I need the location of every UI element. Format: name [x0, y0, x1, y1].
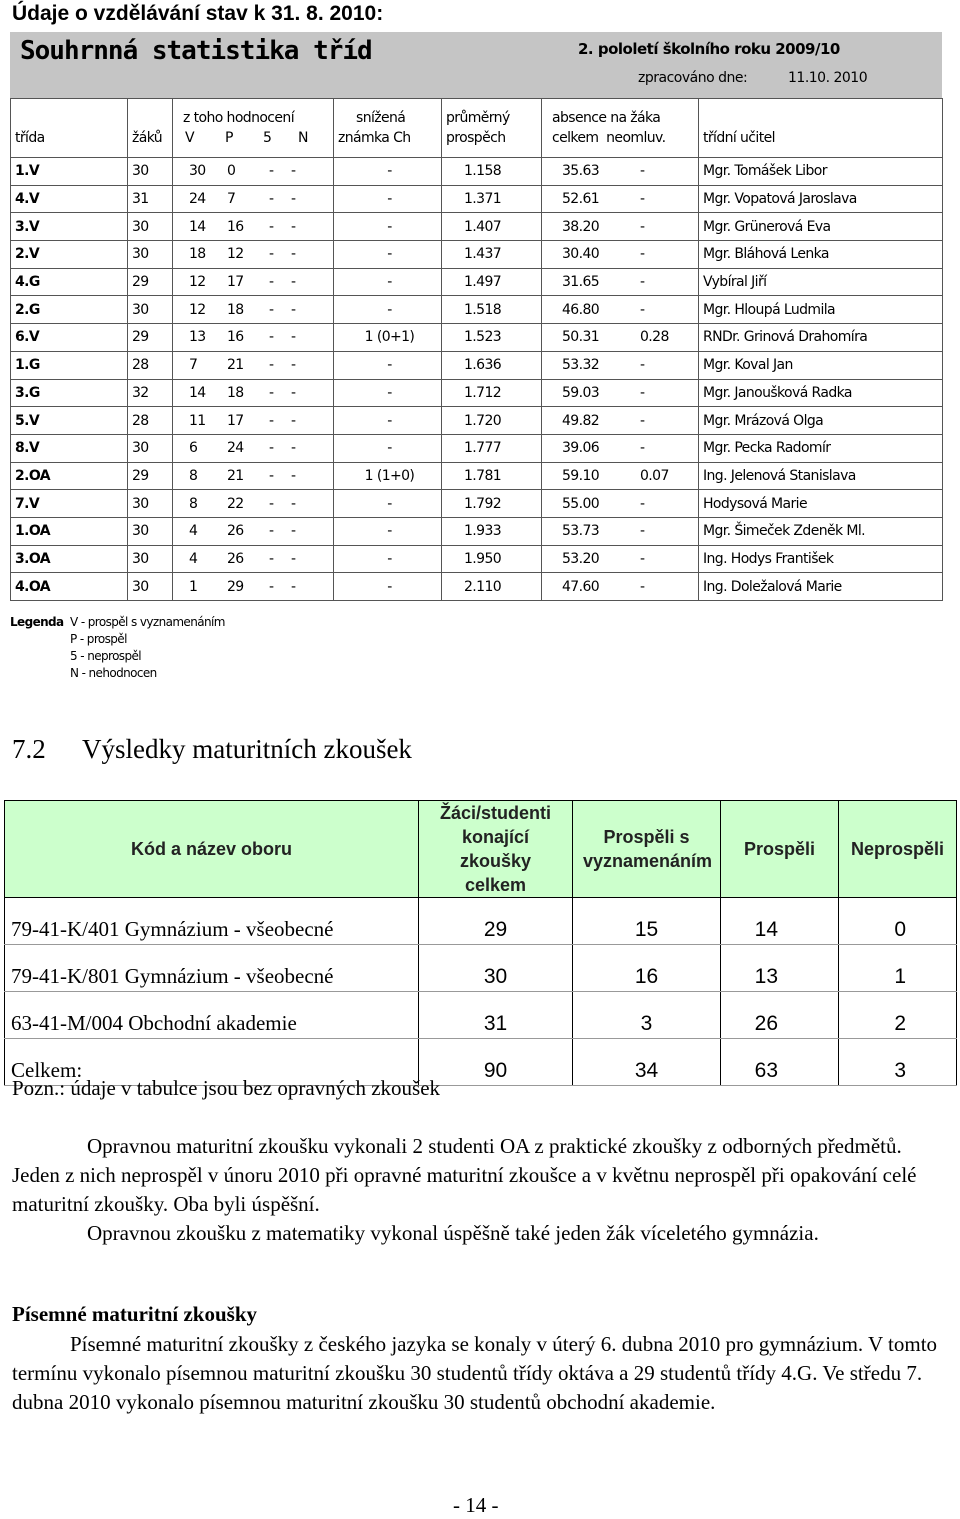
class-cell: 2.V: [11, 241, 128, 269]
honours-cell: 34: [573, 1039, 721, 1086]
passed-cell: 63: [721, 1039, 839, 1086]
statistics-row: [11, 158, 943, 186]
reduced-grade-cell: -: [334, 490, 442, 518]
teacher-cell: Mgr. Bláhová Lenka: [699, 241, 943, 269]
teacher-cell: Mgr. Grünerová Eva: [699, 213, 943, 241]
legend-title: Legenda: [10, 615, 64, 629]
teacher-cell: Mgr. Janoušková Radka: [699, 379, 943, 407]
absence-cell: 30.40 -: [542, 241, 699, 269]
absence-cell: 59.03 -: [542, 379, 699, 407]
absence-cell: 46.80 -: [542, 296, 699, 324]
section-number: 7.2: [12, 734, 46, 764]
legend-item: 5 - neprospěl: [70, 649, 141, 663]
students-cell: 30: [128, 158, 173, 186]
students-cell: 30: [128, 545, 173, 573]
average-cell: 2.110: [442, 573, 542, 601]
reduced-grade-cell: 1 (0+1): [334, 324, 442, 352]
teacher-cell: Ing. Jelenová Stanislava: [699, 462, 943, 490]
legend-item: P - prospěl: [70, 632, 127, 646]
class-cell: 3.V: [11, 213, 128, 241]
teacher-cell: Mgr. Hloupá Ludmila: [699, 296, 943, 324]
field-cell: 79-41-K/401 Gymnázium - všeobecné: [5, 898, 419, 945]
absence-cell: 47.60 -: [542, 573, 699, 601]
failed-cell: 1: [839, 945, 957, 992]
average-cell: 1.518: [442, 296, 542, 324]
teacher-cell: RNDr. Grinová Drahomíra: [699, 324, 943, 352]
class-cell: 3.OA: [11, 545, 128, 573]
field-cell: 79-41-K/801 Gymnázium - všeobecné: [5, 945, 419, 992]
students-cell: 30: [128, 434, 173, 462]
header-students: žáků: [128, 99, 173, 158]
class-statistics-table: [10, 98, 943, 601]
honours-cell: 3: [573, 992, 721, 1039]
processed-label: zpracováno dne:: [638, 70, 748, 86]
section-heading: [12, 734, 412, 765]
class-cell: 4.OA: [11, 573, 128, 601]
students-cell: 29: [128, 324, 173, 352]
students-cell: 32: [128, 379, 173, 407]
reduced-grade-cell: -: [334, 351, 442, 379]
class-cell: 4.G: [11, 268, 128, 296]
teacher-cell: Hodysová Marie: [699, 490, 943, 518]
reduced-grade-cell: -: [334, 241, 442, 269]
header-total-students: Žáci/studenti konající zkoušky celkem: [419, 801, 573, 898]
students-cell: 30: [128, 573, 173, 601]
honours-cell: 15: [573, 898, 721, 945]
evaluation-cell: 24 7 - -: [173, 185, 334, 213]
teacher-cell: Ing. Doležalová Marie: [699, 573, 943, 601]
statistics-row: [11, 517, 943, 545]
statistics-semester: 2. pololetí školního roku 2009/10: [578, 40, 840, 58]
reduced-grade-cell: -: [334, 185, 442, 213]
retake-paragraph: Opravnou maturitní zkoušku vykonali 2 studenti OA z praktické zkoušky z odborných předmětů. Jeden z nich neprospěl v únoru 2010 při opravné maturitní zkoušce a v květnu neprospěl při opakování celé maturitní zkoušky. Oba byli úspěšní. Opravnou zkoušku z matematiky vykonal úspěšně také jeden žák víceletého gymnázia.: [12, 1134, 917, 1245]
class-cell: 1.G: [11, 351, 128, 379]
class-cell: 2.OA: [11, 462, 128, 490]
absence-cell: 53.73 -: [542, 517, 699, 545]
students-cell: 31: [128, 185, 173, 213]
statistics-row: [11, 379, 943, 407]
class-cell: 1.V: [11, 158, 128, 186]
evaluation-cell: 14 18 - -: [173, 379, 334, 407]
teacher-cell: Mgr. Mrázová Olga: [699, 407, 943, 435]
evaluation-cell: 8 22 - -: [173, 490, 334, 518]
students-cell: 30: [128, 490, 173, 518]
statistics-row: [11, 241, 943, 269]
evaluation-cell: 8 21 - -: [173, 462, 334, 490]
class-cell: 7.V: [11, 490, 128, 518]
evaluation-cell: 6 24 - -: [173, 434, 334, 462]
absence-cell: 53.20 -: [542, 545, 699, 573]
total-cell: 29: [419, 898, 573, 945]
reduced-grade-cell: -: [334, 517, 442, 545]
page-number: - 14 -: [453, 1493, 499, 1517]
teacher-cell: Mgr. Vopatová Jaroslava: [699, 185, 943, 213]
class-cell: 4.V: [11, 185, 128, 213]
passed-cell: 26: [721, 992, 839, 1039]
statistics-title: Souhrnná statistika tříd: [20, 36, 372, 66]
statistics-header-row: [11, 99, 943, 158]
average-cell: 1.712: [442, 379, 542, 407]
students-cell: 30: [128, 213, 173, 241]
results-row: [5, 992, 957, 1039]
class-statistics-figure: [10, 32, 942, 707]
header-evaluation: z toho hodnocení V P 5 N: [173, 99, 334, 158]
teacher-cell: Mgr. Tomášek Libor: [699, 158, 943, 186]
header-average: průměrný prospěch: [442, 99, 542, 158]
evaluation-cell: 7 21 - -: [173, 351, 334, 379]
teacher-cell: Vybíral Jiří: [699, 268, 943, 296]
average-cell: 1.437: [442, 241, 542, 269]
processed-date: 11.10. 2010: [788, 70, 868, 86]
class-cell: 1.OA: [11, 517, 128, 545]
average-cell: 1.407: [442, 213, 542, 241]
total-cell: 90: [419, 1039, 573, 1086]
statistics-row: [11, 296, 943, 324]
total-cell: 31: [419, 992, 573, 1039]
students-cell: 28: [128, 351, 173, 379]
average-cell: 1.792: [442, 490, 542, 518]
reduced-grade-cell: -: [334, 573, 442, 601]
written-exams-title: Písemné maturitní zkoušky: [12, 1302, 258, 1326]
teacher-cell: Mgr. Šimeček Zdeněk Ml.: [699, 517, 943, 545]
absence-cell: 55.00 -: [542, 490, 699, 518]
reduced-grade-cell: -: [334, 268, 442, 296]
class-cell: 2.G: [11, 296, 128, 324]
evaluation-cell: 18 12 - -: [173, 241, 334, 269]
total-cell: 30: [419, 945, 573, 992]
students-cell: 28: [128, 407, 173, 435]
results-header-row: [5, 801, 957, 898]
statistics-row: [11, 407, 943, 435]
class-cell: 5.V: [11, 407, 128, 435]
reduced-grade-cell: -: [334, 379, 442, 407]
students-cell: 30: [128, 296, 173, 324]
evaluation-cell: 30 0 - -: [173, 158, 334, 186]
passed-cell: 14: [721, 898, 839, 945]
average-cell: 1.933: [442, 517, 542, 545]
reduced-grade-cell: -: [334, 213, 442, 241]
header-teacher: třídní učitel: [699, 99, 943, 158]
statistics-row: [11, 268, 943, 296]
failed-cell: 2: [839, 992, 957, 1039]
average-cell: 1.950: [442, 545, 542, 573]
average-cell: 1.158: [442, 158, 542, 186]
written-exams-paragraph: Písemné maturitní zkoušky z českého jazyka se konaly v úterý 6. dubna 2010 pro gymnázium. V tomto termínu vykonalo písemnou maturitní zkoušku 30 studentů třídy oktáva a 29 studentů třídy 4.G. Ve středu 7. dubna 2010 vykonalo písemnou maturitní zkoušku 30 studentů obchodní akademie.: [12, 1332, 938, 1414]
teacher-cell: Ing. Hodys František: [699, 545, 943, 573]
table-note: Pozn.: údaje v tabulce jsou bez opravných zkoušek: [12, 1076, 441, 1100]
evaluation-cell: 14 16 - -: [173, 213, 334, 241]
students-cell: 30: [128, 241, 173, 269]
reduced-grade-cell: -: [334, 158, 442, 186]
header-passed: Prospěli: [721, 801, 839, 898]
passed-cell: 13: [721, 945, 839, 992]
teacher-cell: Mgr. Koval Jan: [699, 351, 943, 379]
failed-cell: 0: [839, 898, 957, 945]
absence-cell: 49.82 -: [542, 407, 699, 435]
reduced-grade-cell: -: [334, 296, 442, 324]
average-cell: 1.777: [442, 434, 542, 462]
results-row: [5, 945, 957, 992]
field-cell: Celkem:: [5, 1039, 419, 1086]
exam-results-table: [4, 800, 957, 1086]
page-heading: Údaje o vzdělávání stav k 31. 8. 2010:: [12, 2, 384, 25]
reduced-grade-cell: 1 (1+0): [334, 462, 442, 490]
teacher-cell: Mgr. Pecka Radomír: [699, 434, 943, 462]
header-honours: Prospěli s vyznamenáním: [573, 801, 721, 898]
evaluation-cell: 4 26 - -: [173, 545, 334, 573]
reduced-grade-cell: -: [334, 545, 442, 573]
legend-item: N - nehodnocen: [70, 666, 157, 680]
reduced-grade-cell: -: [334, 407, 442, 435]
absence-cell: 50.31 0.28: [542, 324, 699, 352]
absence-cell: 31.65 -: [542, 268, 699, 296]
class-cell: 8.V: [11, 434, 128, 462]
absence-cell: 52.61 -: [542, 185, 699, 213]
statistics-row: [11, 324, 943, 352]
evaluation-cell: 4 26 - -: [173, 517, 334, 545]
average-cell: 1.720: [442, 407, 542, 435]
header-absence: absence na žáka celkem neomluv.: [542, 99, 699, 158]
statistics-row: [11, 185, 943, 213]
section-title: Výsledky maturitních zkoušek: [82, 734, 412, 764]
evaluation-cell: 12 17 - -: [173, 268, 334, 296]
statistics-row: [11, 462, 943, 490]
header-failed: Neprospěli: [839, 801, 957, 898]
evaluation-cell: 11 17 - -: [173, 407, 334, 435]
field-cell: 63-41-M/004 Obchodní akademie: [5, 992, 419, 1039]
absence-cell: 35.63 -: [542, 158, 699, 186]
absence-cell: 53.32 -: [542, 351, 699, 379]
statistics-row: [11, 434, 943, 462]
students-cell: 29: [128, 268, 173, 296]
statistics-row: [11, 351, 943, 379]
average-cell: 1.371: [442, 185, 542, 213]
absence-cell: 39.06 -: [542, 434, 699, 462]
average-cell: 1.497: [442, 268, 542, 296]
statistics-row: [11, 573, 943, 601]
class-cell: 3.G: [11, 379, 128, 407]
students-cell: 29: [128, 462, 173, 490]
statistics-row: [11, 213, 943, 241]
statistics-title-bar: [10, 32, 942, 98]
honours-cell: 16: [573, 945, 721, 992]
statistics-row: [11, 490, 943, 518]
absence-cell: 38.20 -: [542, 213, 699, 241]
absence-cell: 59.10 0.07: [542, 462, 699, 490]
header-field: Kód a název oboru: [5, 801, 419, 898]
students-cell: 30: [128, 517, 173, 545]
class-cell: 6.V: [11, 324, 128, 352]
average-cell: 1.523: [442, 324, 542, 352]
evaluation-cell: 13 16 - -: [173, 324, 334, 352]
header-class: třída: [11, 99, 128, 158]
reduced-grade-cell: -: [334, 434, 442, 462]
average-cell: 1.636: [442, 351, 542, 379]
results-row: [5, 898, 957, 945]
legend-item: V - prospěl s vyznamenáním: [70, 615, 225, 629]
statistics-row: [11, 545, 943, 573]
evaluation-cell: 12 18 - -: [173, 296, 334, 324]
failed-cell: 3: [839, 1039, 957, 1086]
average-cell: 1.781: [442, 462, 542, 490]
header-reduced-grade: snížená známka Ch: [334, 99, 442, 158]
evaluation-cell: 1 29 - -: [173, 573, 334, 601]
